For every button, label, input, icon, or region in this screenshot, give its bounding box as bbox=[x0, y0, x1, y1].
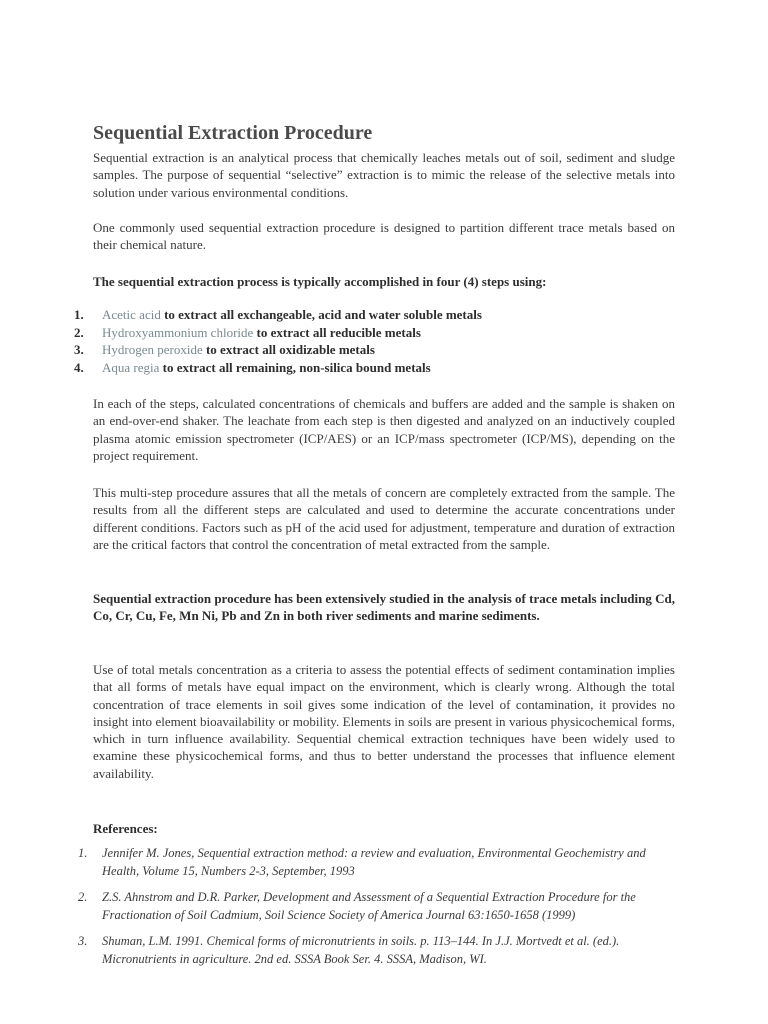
step-description: to extract all oxidizable metals bbox=[202, 342, 375, 357]
step-item bbox=[74, 306, 674, 324]
step-number: 2. bbox=[74, 324, 84, 340]
step-chemical: Hydrogen peroxide bbox=[102, 342, 203, 357]
step-description: to extract all exchangeable, acid and water soluble metals bbox=[160, 307, 482, 322]
references-list bbox=[78, 845, 676, 977]
step-item bbox=[74, 359, 674, 377]
step-chemical: Aqua regia bbox=[102, 359, 160, 375]
steps-intro-heading: The sequential extraction process is typically accomplished in four (4) steps using: bbox=[93, 274, 547, 289]
step-number: 4. bbox=[74, 359, 84, 375]
reference-number: 2. bbox=[78, 890, 88, 904]
reference-item bbox=[78, 845, 676, 880]
references-heading: References: bbox=[93, 821, 158, 836]
reference-text: Jennifer M. Jones, Sequential extraction method: a review and evaluation, Environmental Geochemistry and Health, Volume 15, Numbers 2-3, September, 1993 bbox=[102, 846, 646, 878]
intro-paragraph: Sequential extraction is an analytical process that chemically leaches metals out of soil, sediment and sludge samples. The purpose of sequential “selective” extraction is to mimic the release of the selective metals into solution under various environmental conditions. bbox=[93, 150, 675, 200]
step-chemical: Hydroxyammonium chloride bbox=[102, 324, 254, 340]
steps-list bbox=[74, 306, 674, 376]
reference-item bbox=[78, 889, 676, 924]
common-paragraph: One commonly used sequential extraction procedure is designed to partition different trace metals based on their chemical nature. bbox=[93, 220, 675, 253]
reference-text: Z.S. Ahnstrom and D.R. Parker, Development and Assessment of a Sequential Extraction Procedure for the Fractionation of Soil Cadmium, Soil Science Society of America Journal 63:1650-1658 (1999) bbox=[102, 890, 636, 922]
reference-number: 3. bbox=[78, 934, 88, 948]
step-description: to extract all reducible metals bbox=[253, 324, 421, 340]
step-chemical: Acetic acid bbox=[102, 307, 161, 322]
step-item bbox=[74, 341, 674, 359]
each-step-paragraph: In each of the steps, calculated concentrations of chemicals and buffers are added and the sample is shaken on an end-over-end shaker. The leachate from each step is then digested and analyzed on an inductively coupled plasma atomic emission spectrometer (ICP/AES) or an ICP/mass spectrometer (ICP/MS), depending on the project requirement. bbox=[93, 396, 675, 463]
page-title: Sequential Extraction Procedure bbox=[93, 122, 373, 144]
total-metals-paragraph: Use of total metals concentration as a criteria to assess the potential effects of sediment contamination implies that all forms of metals have equal impact on the environment, which is clearly wrong. Although the total concentration of trace elements in soil gives some indication of the level of contamination, it provides no insight into element bioavailability or mobility. Elements in soils are present in various physicochemical forms, which in turn influence availability. Sequential chemical extraction techniques have been widely used to examine these physicochemical forms, and thus to better understand the processes that influence element availability. bbox=[93, 662, 675, 781]
studied-paragraph: Sequential extraction procedure has been extensively studied in the analysis of trace metals including Cd, Co, Cr, Cu, Fe, Mn Ni, Pb and Zn in both river sediments and marine sediments. bbox=[93, 591, 675, 624]
reference-text: Shuman, L.M. 1991. Chemical forms of micronutrients in soils. p. 113–144. In J.J. Mortvedt et al. (ed.). Micronutrients in agriculture. 2nd ed. SSSA Book Ser. 4. SSSA, Madison, WI. bbox=[102, 934, 620, 966]
step-description: to extract all remaining, non-silica bound metals bbox=[159, 359, 431, 375]
reference-item bbox=[78, 933, 676, 968]
multi-step-paragraph: This multi-step procedure assures that all the metals of concern are completely extracted from the sample. The results from all the different steps are calculated and used to determine the accurate concentrations under different conditions. Factors such as pH of the acid used for adjustment, temperature and duration of extraction are the critical factors that control the concentration of metal extracted from the sample. bbox=[93, 485, 675, 552]
step-number: 1. bbox=[74, 307, 84, 322]
step-number: 3. bbox=[74, 342, 84, 357]
step-item bbox=[74, 324, 674, 342]
reference-number: 1. bbox=[78, 846, 88, 860]
